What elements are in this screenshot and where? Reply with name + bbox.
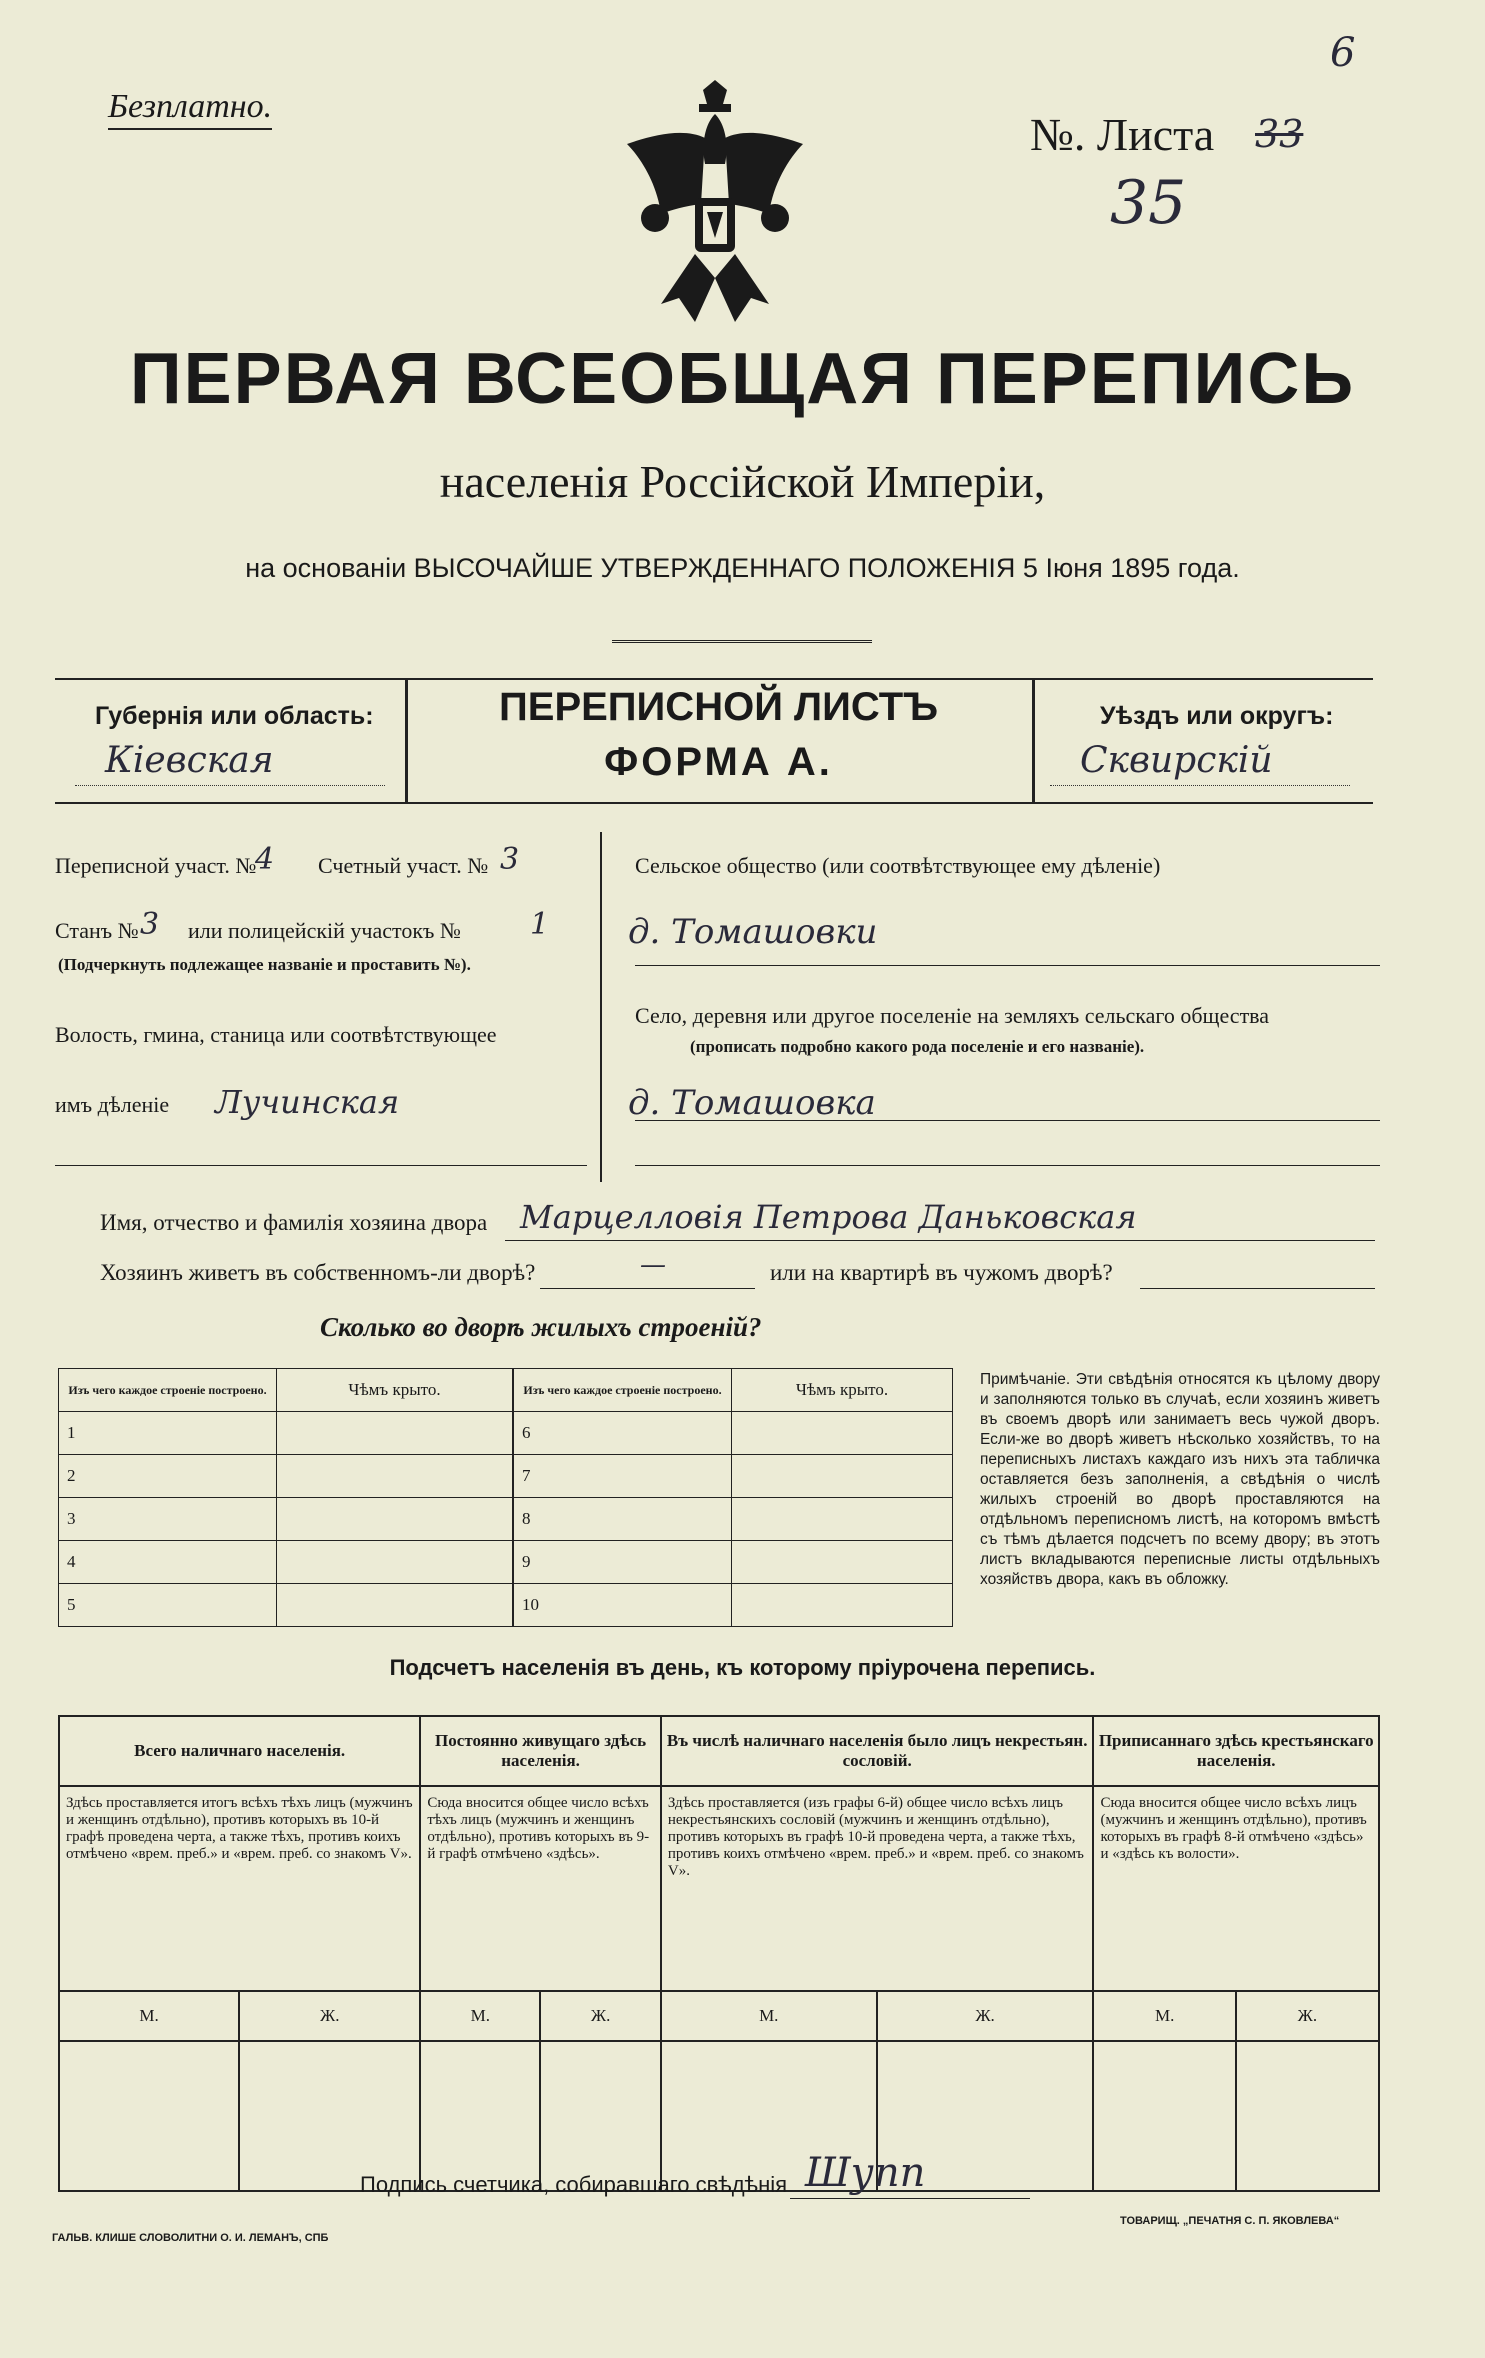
- buildings-note: Примѣчаніе. Эти свѣдѣнія относятся къ цѣлому двору и заполняются только въ случаѣ, если хозяинъ живетъ въ своемъ дворѣ или занимаетъ весь чужой дворъ. Если-же во дворѣ живетъ нѣсколько хозяйствъ, то на переписныхъ листахъ каждаго изъ нихъ эта табличка оставляется безъ заполненія, а свѣдѣнія о числѣ жилыхъ строеній во дворѣ проставляются на отдѣльномъ переписномъ листѣ, на которомъ вмѣстѣ съ тѣмъ дѣлается подсчетъ по всему двору; въ этотъ листъ вкладываются переписные листы отдѣльныхъ хозяйствъ двора, какъ въ обложку.: [980, 1371, 1380, 1588]
- page-subtitle: населенія Россійской Имперіи,: [439, 456, 1046, 507]
- apartment-underline: [1140, 1288, 1375, 1289]
- volost-label-2: имъ дѣленіе: [55, 1092, 170, 1117]
- pop-desc-total: Здѣсь проставляется итогъ всѣхъ тѣхъ лицъ (мужчинъ и женщинъ отдѣльно), противъ которыхъ въ 10-й графѣ проведена черта, а также тѣхъ, противъ коихъ отмѣчено «врем. преб.» и «врем. преб. со знакомъ V».: [59, 1786, 420, 1991]
- pop-col-female: Ж.: [540, 1991, 661, 2041]
- col-material-header: Изъ чего каждое строеніе построено.: [514, 1369, 732, 1412]
- census-area-label: Переписной участ. №: [55, 853, 257, 878]
- pop-head-total: Всего наличнаго населенія.: [59, 1716, 420, 1786]
- buildings-table-right: [513, 1368, 953, 1627]
- pop-value-cell: [540, 2041, 661, 2191]
- building-roof-cell: [277, 1541, 513, 1584]
- sheet-number-label: №. Листа: [1030, 109, 1215, 160]
- ornament-divider: [612, 640, 872, 643]
- volost-value: Лучинская: [215, 1083, 400, 1121]
- population-title: Подсчетъ населенія въ день, къ которому пріурочена перепись.: [389, 1655, 1096, 1680]
- pop-desc-noncrestian: Здѣсь проставляется (изъ графы 6-й) общее число всѣхъ лицъ некрестьянскихъ сословій (мужчинъ и женщинъ отдѣльно), противъ которыхъ въ графѣ 10-й проведена черта, а также тѣхъ, противъ коихъ отмѣчено «врем. преб.» и «врем. преб. со знакомъ V».: [661, 1786, 1094, 1991]
- gubernia-value: Кіевская: [105, 740, 274, 781]
- owner-value: Марцелловія Петрова Даньковская: [520, 1198, 1137, 1236]
- lives-label: Хозяинъ живетъ въ собственномъ-ли дворѣ?: [100, 1260, 536, 1285]
- village-note: (прописать подробно какого рода поселеніе и его названіе).: [690, 1037, 1145, 1056]
- pop-head-permanent: Постоянно живущаго здѣсь населенія.: [420, 1716, 661, 1786]
- uezd-label: Уѣздъ или округъ:: [1100, 702, 1334, 730]
- building-row-number: 7: [514, 1455, 732, 1498]
- building-roof-cell: [732, 1541, 953, 1584]
- pop-value-cell: [1236, 2041, 1379, 2191]
- pop-col-female: Ж.: [877, 1991, 1094, 2041]
- footer-left: ГАЛЬВ. КЛИШЕ СЛОВОЛИТНИ О. И. ЛЕМАНЪ, СПБ: [52, 2232, 329, 2244]
- pop-col-male: М.: [661, 1991, 877, 2041]
- building-roof-cell: [277, 1498, 513, 1541]
- decree-basis: на основаніи ВЫСОЧАЙШЕ УТВЕРЖДЕННАГО ПОЛОЖЕНІЯ 5 Іюня 1895 года.: [245, 553, 1240, 583]
- free-label: Безплатно.: [108, 88, 272, 130]
- pop-col-female: Ж.: [239, 1991, 420, 2041]
- volost-label: Волость, гмина, станица или соотвѣтствующее: [55, 1022, 497, 1047]
- stan-label: Станъ №: [55, 918, 139, 943]
- col-roof-header: Чѣмъ крыто.: [277, 1369, 513, 1412]
- pop-col-male: М.: [59, 1991, 239, 2041]
- building-row-number: 10: [514, 1584, 732, 1627]
- volost-underline: [55, 1165, 587, 1166]
- gubernia-label: Губернія или область:: [95, 702, 374, 730]
- pop-value-cell: [239, 2041, 420, 2191]
- imperial-eagle-emblem: [615, 78, 815, 328]
- building-row-number: 6: [514, 1412, 732, 1455]
- pop-desc-assigned: Сюда вносится общее число всѣхъ лицъ (мужчинъ и женщинъ отдѣльно), противъ которыхъ въ графѣ 8-й отмѣчено «здѣсь» и «здѣсь къ волости».: [1093, 1786, 1379, 1991]
- buildings-table-left: [58, 1368, 513, 1627]
- page-title: ПЕРВАЯ ВСЕОБЩАЯ ПЕРЕПИСЬ: [129, 339, 1356, 419]
- building-roof-cell: [732, 1412, 953, 1455]
- footer-right: ТОВАРИЩ. „ПЕЧАТНЯ С. П. ЯКОВЛЕВА“: [1120, 2215, 1340, 2227]
- uezd-underline: [1050, 785, 1350, 786]
- building-roof-cell: [732, 1498, 953, 1541]
- buildings-question: Сколько во дворѣ жилыхъ строеній?: [320, 1312, 762, 1342]
- fields-divider: [600, 832, 602, 1182]
- apartment-label: или на квартирѣ въ чужомъ дворѣ?: [770, 1260, 1113, 1285]
- society-label: Сельское общество (или соотвѣтствующее ему дѣленіе): [635, 853, 1161, 878]
- building-row-number: 3: [59, 1498, 277, 1541]
- population-table: [58, 1715, 1380, 2192]
- count-area-label: Счетный участ. №: [318, 853, 489, 878]
- building-row-number: 2: [59, 1455, 277, 1498]
- sheet-number-handwritten: 35: [1110, 168, 1187, 238]
- village-label: Село, деревня или другое поселеніе на земляхъ сельскаго общества: [635, 1003, 1270, 1028]
- header-divider-right: [1032, 678, 1035, 802]
- col-material-header: Изъ чего каждое строеніе построено.: [59, 1369, 277, 1412]
- building-row-number: 5: [59, 1584, 277, 1627]
- building-roof-cell: [732, 1455, 953, 1498]
- stan-value: 3: [140, 907, 160, 942]
- count-area-value: 3: [500, 842, 520, 877]
- building-roof-cell: [277, 1455, 513, 1498]
- corner-mark: 6: [1330, 30, 1356, 76]
- pop-value-cell: [1093, 2041, 1235, 2191]
- signature-value: Шупп: [805, 2150, 926, 2196]
- signature-underline: [790, 2198, 1030, 2199]
- pop-col-female: Ж.: [1236, 1991, 1379, 2041]
- village-underline-1: [635, 1120, 1380, 1121]
- society-underline: [635, 965, 1380, 966]
- village-value: д. Томашовка: [628, 1083, 876, 1123]
- building-row-number: 8: [514, 1498, 732, 1541]
- owner-label: Имя, отчество и фамилія хозяина двора: [100, 1210, 488, 1235]
- pop-value-cell: [420, 2041, 540, 2191]
- signature-label: Подпись счетчика, собиравшаго свѣдѣнія: [360, 2172, 788, 2197]
- pop-head-assigned: Приписаннаго здѣсь крестьянскаго населенія.: [1093, 1716, 1379, 1786]
- police-label: или полицейскій участокъ №: [188, 918, 461, 943]
- building-roof-cell: [277, 1412, 513, 1455]
- uezd-value: Сквирскій: [1080, 740, 1273, 781]
- sheet-number-crossed: 33: [1255, 112, 1304, 156]
- form-title: ПЕРЕПИСНОЙ ЛИСТЪ: [499, 685, 938, 729]
- pop-desc-permanent: Сюда вносится общее число всѣхъ тѣхъ лицъ (мужчинъ и женщинъ отдѣльно), противъ которыхъ въ 9-й графѣ отмѣчено «здѣсь».: [420, 1786, 661, 1991]
- building-row-number: 9: [514, 1541, 732, 1584]
- underline-note: (Подчеркнуть подлежащее названіе и проставить №).: [58, 955, 471, 974]
- police-value: 1: [530, 907, 550, 942]
- building-row-number: 1: [59, 1412, 277, 1455]
- society-value: д. Томашовки: [628, 912, 878, 952]
- form-name: ФОРМА А.: [604, 740, 833, 784]
- lives-value: —: [640, 1250, 666, 1280]
- pop-head-noncrestian: Въ числѣ наличнаго населенія было лицъ некрестьян. сословій.: [661, 1716, 1094, 1786]
- census-area-value: 4: [255, 842, 275, 877]
- gubernia-underline: [75, 785, 385, 786]
- pop-value-cell: [59, 2041, 239, 2191]
- pop-col-male: М.: [1093, 1991, 1235, 2041]
- building-row-number: 4: [59, 1541, 277, 1584]
- lives-underline: [540, 1288, 755, 1289]
- village-underline-2: [635, 1165, 1380, 1166]
- col-roof-header: Чѣмъ крыто.: [732, 1369, 953, 1412]
- owner-underline: [505, 1240, 1375, 1241]
- pop-col-male: М.: [420, 1991, 540, 2041]
- building-roof-cell: [732, 1584, 953, 1627]
- building-roof-cell: [277, 1584, 513, 1627]
